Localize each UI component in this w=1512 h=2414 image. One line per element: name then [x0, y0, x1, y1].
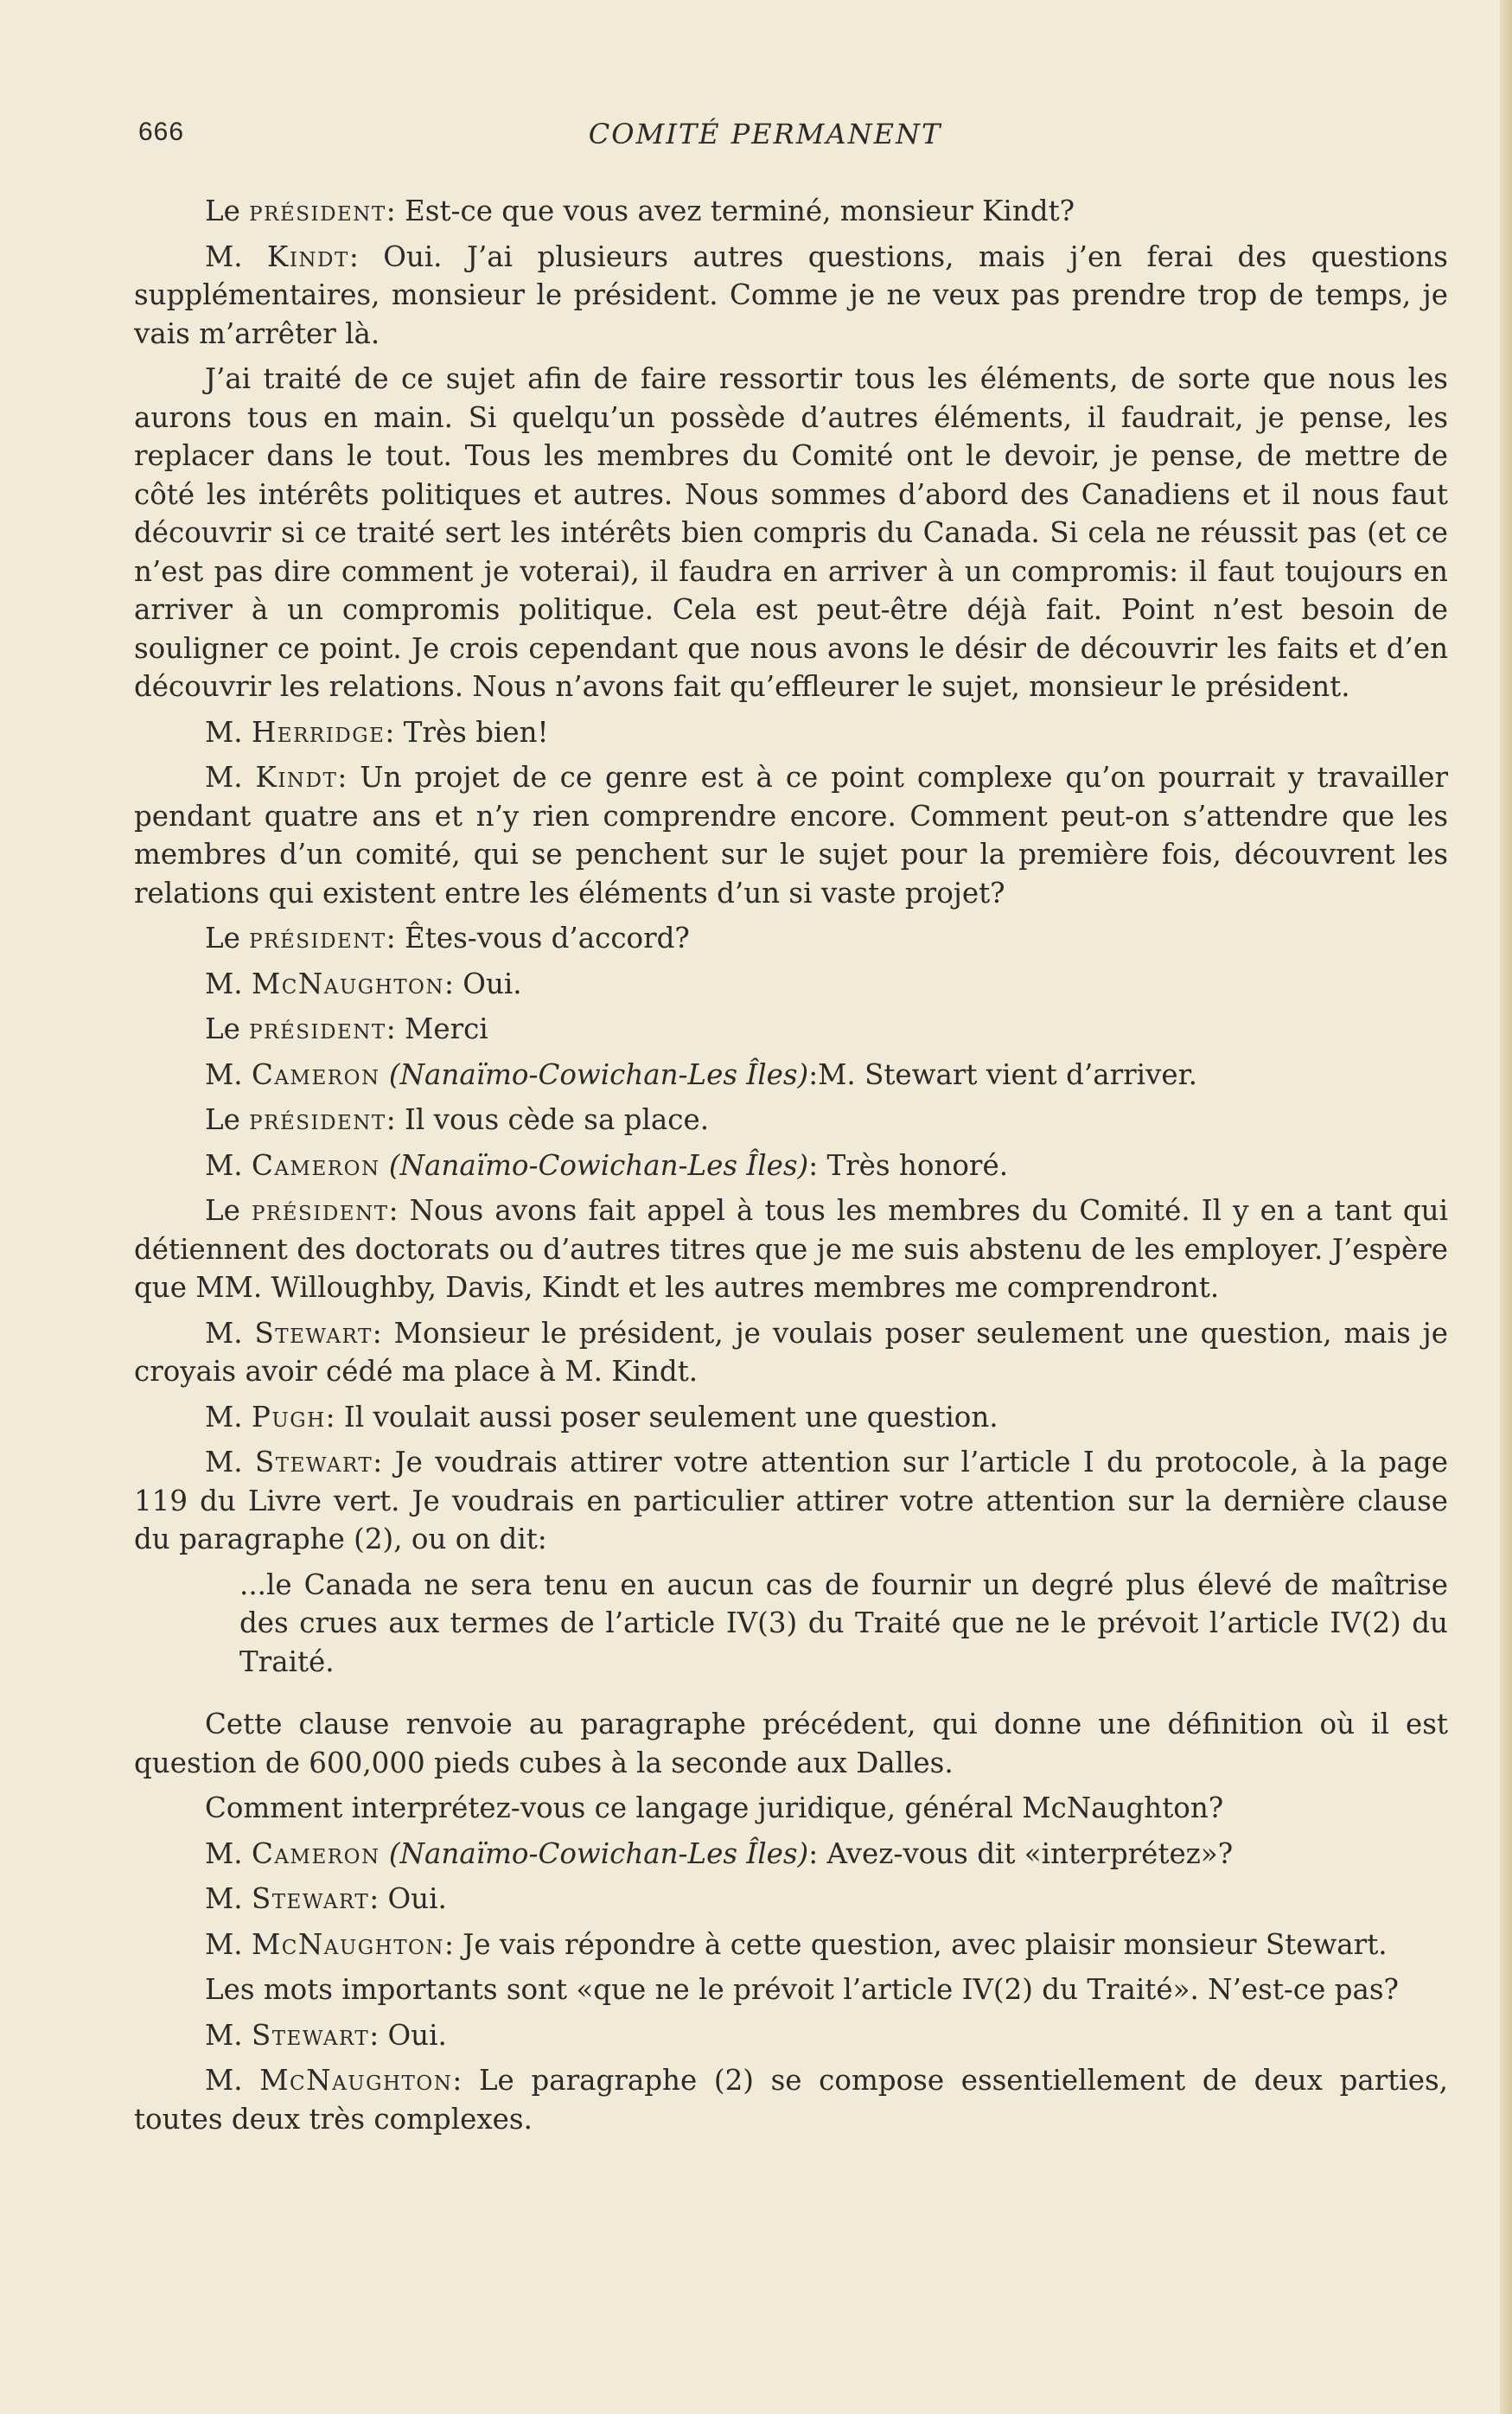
paragraph-text: Le	[205, 1012, 250, 1045]
paragraph	[134, 2016, 1448, 2055]
page-header	[138, 118, 1392, 161]
paragraph	[134, 1880, 1448, 1919]
paragraph	[134, 1443, 1448, 1559]
page-number: 666	[138, 118, 185, 146]
speaker-name: Cameron	[251, 1148, 380, 1182]
paragraph-text: M.	[205, 1882, 252, 1915]
paragraph	[134, 965, 1448, 1004]
paragraph	[134, 360, 1448, 706]
paragraph	[134, 192, 1448, 231]
paragraph	[134, 919, 1448, 958]
paragraph-text: : Oui.	[369, 2018, 447, 2052]
paragraph	[134, 238, 1448, 354]
paragraph	[134, 1146, 1448, 1185]
speaker-name: Stewart	[251, 2018, 370, 2052]
paragraph-text: : Très bien!	[385, 715, 549, 749]
paragraph-text: : Est-ce que vous avez terminé, monsieur Kindt?	[386, 195, 1075, 227]
paragraph-text: M.	[205, 967, 252, 1000]
paragraph-text: M.	[205, 239, 268, 273]
paragraph	[134, 1789, 1448, 1828]
paragraph-text: M.	[205, 1400, 252, 1434]
paragraph	[134, 1314, 1448, 1391]
speaker-name: Stewart	[251, 1882, 370, 1915]
speaker-name: Cameron	[251, 1057, 380, 1091]
speaker-name: Cameron	[251, 1836, 380, 1870]
paragraph-text: Le	[205, 195, 250, 227]
speaker-name: président	[249, 922, 386, 955]
paragraph-text: : Un projet de ce genre est à ce point complexe qu’on pourrait y travailler pendant quatre ans et n’y rien comprendre encore. Comment peut-on s’attendre que les membres d’un comité, qui se penchent sur le sujet pour la première fois, découvrent les relations qui existent entre les éléments d’un si vaste projet?	[134, 761, 1448, 910]
speaker-name: McNaughton	[259, 2064, 453, 2097]
paragraph-text: : Nous avons fait appel à tous les membres du Comité. Il y en a tant qui détiennent des doctorats ou d’autres titres que je me suis abstenu de les employer. J’espère que MM. Willoughby, Davis, Kindt et les autres membres me comprendront.	[134, 1194, 1448, 1304]
paragraph-text: M.	[205, 1148, 252, 1182]
paragraph-text: : Monsieur le président, je voulais poser seulement une question, mais je croyais avoir cédé ma place à M. Kindt.	[134, 1316, 1448, 1388]
block-quote	[239, 1566, 1448, 1682]
paragraph-text: M.	[205, 2018, 252, 2052]
paragraph-text: : Merci	[386, 1012, 488, 1045]
paragraph-text: : Je voudrais attirer votre attention sur l’article I du protocole, à la page 119 du Livre vert. Je voudrais en particulier attirer votre attention sur la dernière clause du paragraphe (2), ou on dit:	[134, 1446, 1448, 1555]
page-edge	[1500, 0, 1512, 2414]
paragraph-text: M.	[205, 1446, 255, 1478]
speaker-name: président	[249, 195, 386, 227]
paragraph-text: M.	[205, 1927, 252, 1961]
body-text	[134, 192, 1448, 2145]
paragraph-text: :M. Stewart vient d’arriver.	[808, 1057, 1197, 1091]
paragraph-text: : Oui. J’ai plusieurs autres questions, mais j’en ferai des questions supplémentaires, monsieur le président. Comme je ne veux pas prendre trop de temps, je vais m’arrêter là.	[134, 239, 1448, 350]
paragraph	[134, 1056, 1448, 1095]
paragraph	[134, 713, 1448, 752]
paragraph	[134, 1970, 1448, 2009]
paragraph-text: : Il vous cède sa place.	[386, 1103, 710, 1136]
paragraph-text: : Très honoré.	[808, 1148, 1009, 1182]
paragraph	[134, 1925, 1448, 1964]
paragraph	[134, 1010, 1448, 1049]
speaker-name: Stewart	[255, 1446, 373, 1478]
paragraph-text: M.	[205, 1316, 255, 1350]
paragraph-text: : Oui.	[444, 967, 522, 1000]
paragraph-text: Le	[205, 922, 250, 955]
riding-name: (Nanaïmo-Cowichan-Les Îles)	[380, 1836, 809, 1870]
paragraph-text: ...le Canada ne sera tenu en aucun cas de fournir un degré plus élevé de maîtrise des crues aux termes de l’article IV(3) du Traité que ne le prévoit l’article IV(2) du Traité.	[239, 1568, 1448, 1678]
riding-name: (Nanaïmo-Cowichan-Les Îles)	[380, 1057, 809, 1091]
speaker-name: Kindt	[267, 239, 349, 273]
speaker-name: président	[249, 1012, 386, 1045]
paragraph-text: Le	[205, 1103, 250, 1136]
paragraph	[134, 758, 1448, 912]
paragraph-text: : Le paragraphe (2) se compose essentiellement de deux parties, toutes deux très complexes.	[134, 2064, 1448, 2136]
speaker-name: président	[249, 1103, 386, 1136]
paragraph-text: M.	[205, 2064, 260, 2097]
paragraph-text: Cette clause renvoie au paragraphe précédent, qui donne une définition où il est question de 600,000 pieds cubes à la seconde aux Dalles.	[134, 1708, 1448, 1779]
paragraph-text: M.	[205, 761, 256, 794]
speaker-name: président	[251, 1194, 389, 1227]
speaker-name: Pugh	[251, 1400, 326, 1434]
paragraph-text: : Avez-vous dit «interprétez»?	[808, 1836, 1234, 1870]
paragraph	[134, 1835, 1448, 1874]
paragraph-text: M.	[205, 1057, 252, 1091]
paragraph-text: Les mots importants sont «que ne le prévoit l’article IV(2) du Traité». N’est-ce pas?	[205, 1973, 1399, 2006]
speaker-name: Herridge	[251, 715, 386, 749]
paragraph-text: Comment interprétez-vous ce langage juridique, général McNaughton?	[205, 1791, 1224, 1824]
speaker-name: McNaughton	[251, 967, 445, 1000]
paragraph-text: M.	[205, 715, 252, 749]
paragraph-text: Le	[205, 1194, 252, 1227]
paragraph-text: : Oui.	[369, 1882, 447, 1915]
running-title: COMITÉ PERMANENT	[588, 118, 942, 150]
riding-name: (Nanaïmo-Cowichan-Les Îles)	[380, 1148, 809, 1182]
paragraph-text: : Il voulait aussi poser seulement une question.	[325, 1400, 998, 1434]
paragraph	[134, 2061, 1448, 2138]
paragraph	[134, 1191, 1448, 1307]
speaker-name: Stewart	[254, 1316, 373, 1350]
paragraph-text: J’ai traité de ce sujet afin de faire ressortir tous les éléments, de sorte que nous les aurons tous en main. Si quelqu’un possède d’autres éléments, il faudrait, je pense, les replacer dans le tout. Tous les membres du Comité ont le devoir, je pense, de mettre de côté les intérêts politiques et autres. Nous sommes d’abord des Canadiens et il nous faut découvrir si ce traité sert les intérêts bien compris du Canada. Si cela ne réussit pas (et ce n’est pas dire comment je voterai), il faudra en arriver à un compromis: il faut toujours en arriver à un compromis politique. Cela est peut-être déjà fait. Point n’est besoin de souligner ce point. Je crois cependant que nous avons le désir de découvrir les faits et d’en découvrir les relations. Nous n’avons fait qu’effleurer le sujet, monsieur le président.	[134, 362, 1448, 703]
paragraph	[134, 1398, 1448, 1437]
paragraph	[134, 1101, 1448, 1140]
paragraph-text: M.	[205, 1836, 252, 1870]
speaker-name: Kindt	[255, 761, 338, 794]
paragraph-text: : Je vais répondre à cette question, avec plaisir monsieur Stewart.	[444, 1927, 1388, 1961]
paragraph	[134, 1705, 1448, 1782]
speaker-name: McNaughton	[251, 1927, 445, 1961]
paragraph-text: : Êtes-vous d’accord?	[386, 922, 690, 955]
